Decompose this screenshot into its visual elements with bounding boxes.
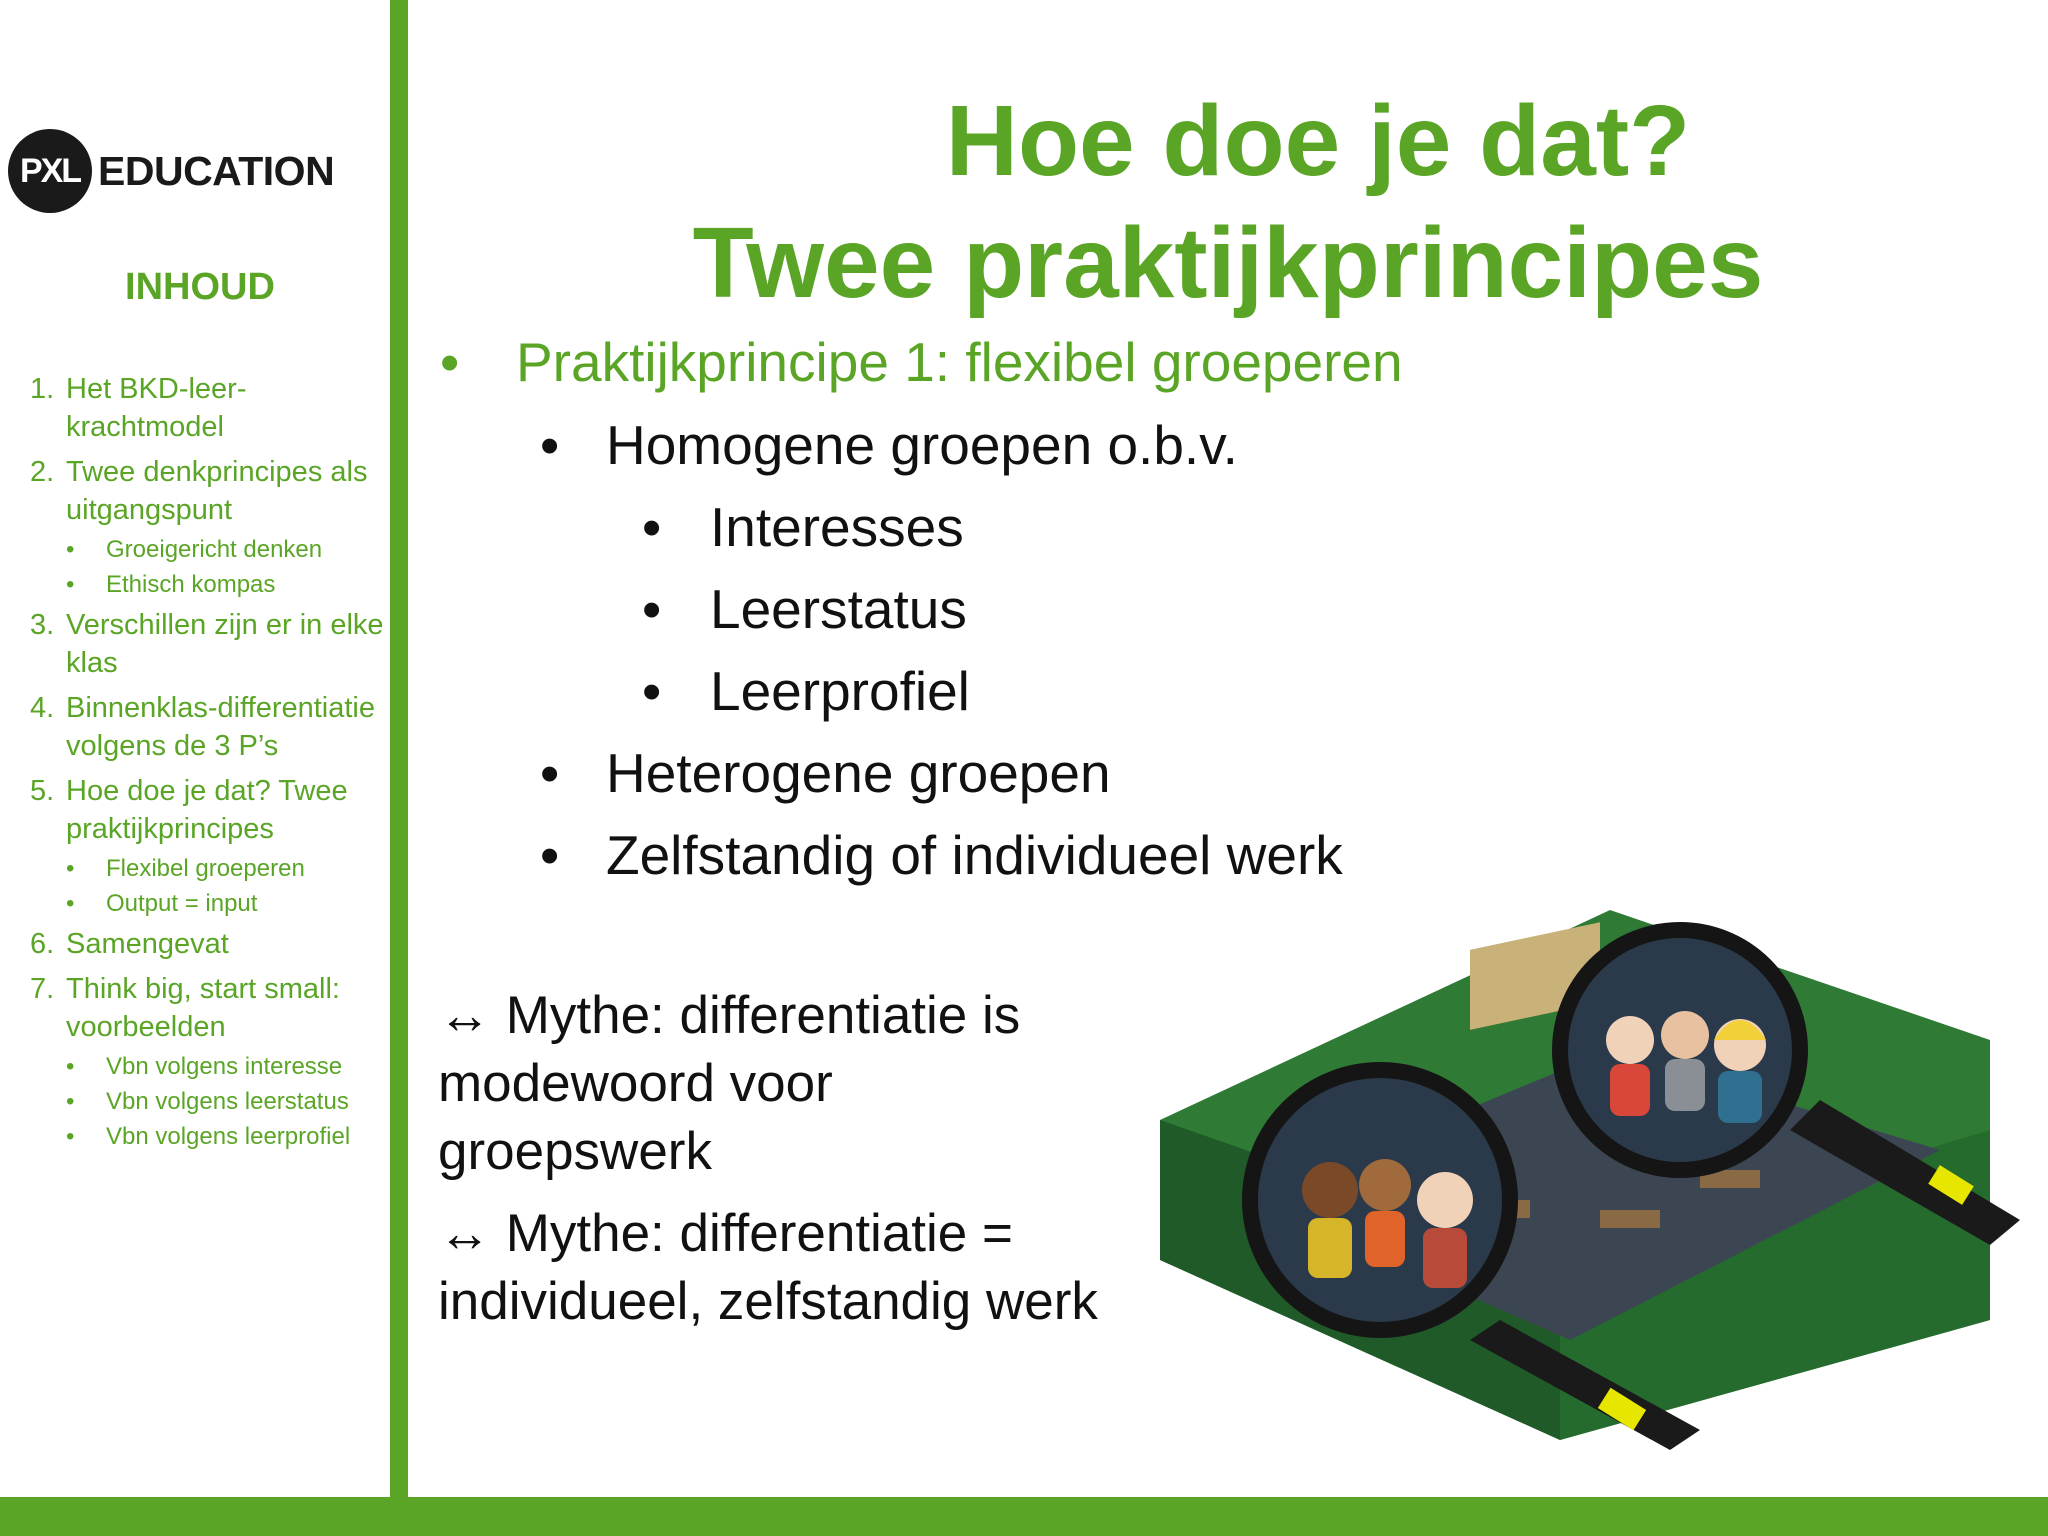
homogeneous-text: Homogene groepen o.b.v. — [606, 414, 1238, 476]
toc-item-number: 4. — [30, 692, 55, 724]
toc-subitem[interactable] — [66, 1051, 390, 1082]
title-line-1: Hoe doe je dat? — [945, 85, 1691, 197]
toc-subitem-bullet: • — [66, 1123, 75, 1150]
toc-item-number: 2. — [30, 456, 55, 488]
toc-subitem-label: Vbn volgens interesse — [106, 1053, 343, 1080]
bullet-principle — [440, 330, 1403, 394]
bullet-dot: • — [642, 660, 662, 722]
toc-subitem-label: Vbn volgens leerstatus — [106, 1088, 349, 1115]
toc-item-number: 7. — [30, 973, 55, 1005]
myth-1: ↔ Mythe: differentiatie is modewoord voor groepswerk — [438, 986, 1021, 1181]
toc-item-number: 5. — [30, 775, 55, 807]
toc-subitem-label: Ethisch kompas — [106, 571, 276, 598]
toc-item[interactable] — [30, 772, 390, 848]
myths — [438, 982, 1098, 1350]
bullet-status — [642, 577, 967, 641]
slide-title — [408, 80, 2048, 324]
toc-subitem[interactable] — [66, 1086, 390, 1117]
principle-text: Praktijkprincipe 1: flexibel groeperen — [516, 331, 1403, 393]
bottom-bar — [0, 1497, 2048, 1536]
toc-item[interactable] — [30, 370, 390, 446]
toc-item-label: Het BKD-leer-krachtmodel — [66, 373, 247, 443]
toc-item[interactable] — [30, 689, 390, 765]
toc-subitem[interactable] — [66, 888, 390, 919]
toc-subitem-bullet: • — [66, 1088, 75, 1115]
individual-text: Zelfstandig of individueel werk — [606, 824, 1343, 886]
pxl-education-logo — [8, 128, 334, 214]
toc-item-label: Samengevat — [66, 928, 229, 960]
pxl-logo-mark: PXL — [8, 129, 92, 213]
status-text: Leerstatus — [710, 578, 967, 640]
toc-item-number: 1. — [30, 373, 55, 405]
toc-subitem[interactable] — [66, 569, 390, 600]
bullet-dot: • — [642, 496, 662, 558]
interests-text: Interesses — [710, 496, 964, 558]
children-group-2 — [1606, 1011, 1766, 1123]
toc-item-label: Think big, start small: voorbeelden — [66, 973, 340, 1043]
toc-heading: INHOUD — [125, 266, 275, 308]
title-line-2: Twee praktijkprincipes — [692, 207, 1764, 319]
toc-subitem-label: Vbn volgens leerprofiel — [106, 1123, 351, 1150]
toc-subitem[interactable] — [66, 1121, 390, 1152]
toc-subitem-label: Output = input — [106, 890, 258, 917]
bullet-dot: • — [540, 414, 560, 476]
bullet-dot: • — [540, 824, 560, 886]
toc-subitem-bullet: • — [66, 1053, 75, 1080]
toc-subitem[interactable] — [66, 534, 390, 565]
bullet-homogeneous — [540, 413, 1238, 477]
bullet-dot: • — [642, 578, 662, 640]
toc-subitem-bullet: • — [66, 571, 75, 598]
toc-subitem-label: Flexibel groeperen — [106, 855, 305, 882]
toc-subitem-bullet: • — [66, 890, 75, 917]
toc-subitem[interactable] — [66, 853, 390, 884]
toc-item[interactable] — [30, 453, 390, 529]
bullet-interests — [642, 495, 964, 559]
table-of-contents — [30, 370, 390, 1158]
toc-item-number: 3. — [30, 609, 55, 641]
classroom-magnifier-illustration — [1140, 900, 2030, 1450]
toc-subitem-bullet: • — [66, 855, 75, 882]
heterogeneous-text: Heterogene groepen — [606, 742, 1111, 804]
myth-2: ↔ Mythe: differentiatie = individueel, zelfstandig werk — [438, 1204, 1098, 1331]
toc-subitem-label: Groeigericht denken — [106, 536, 323, 563]
toc-item-label: Binnenklas-differentiatie volgens de 3 P’s — [66, 692, 375, 762]
sidebar-divider — [390, 0, 408, 1497]
toc-item-label: Verschillen zijn er in elke klas — [66, 609, 384, 679]
toc-item[interactable] — [30, 925, 390, 963]
toc-item-number: 6. — [30, 928, 55, 960]
toc-item[interactable] — [30, 606, 390, 682]
logo-wordmark: EDUCATION — [98, 147, 335, 194]
bullet-heterogeneous — [540, 741, 1111, 805]
bullet-dot: • — [540, 742, 560, 804]
toc-subitem-bullet: • — [66, 536, 75, 563]
toc-item[interactable] — [30, 970, 390, 1046]
toc-item-label: Twee denkprincipes als uitgangspunt — [66, 456, 368, 526]
toc-item-label: Hoe doe je dat? Twee praktijkprincipes — [66, 775, 348, 845]
bullet-profile — [642, 659, 970, 723]
bullet-dot: • — [440, 331, 460, 393]
bullet-individual — [540, 823, 1343, 887]
profile-text: Leerprofiel — [710, 660, 970, 722]
